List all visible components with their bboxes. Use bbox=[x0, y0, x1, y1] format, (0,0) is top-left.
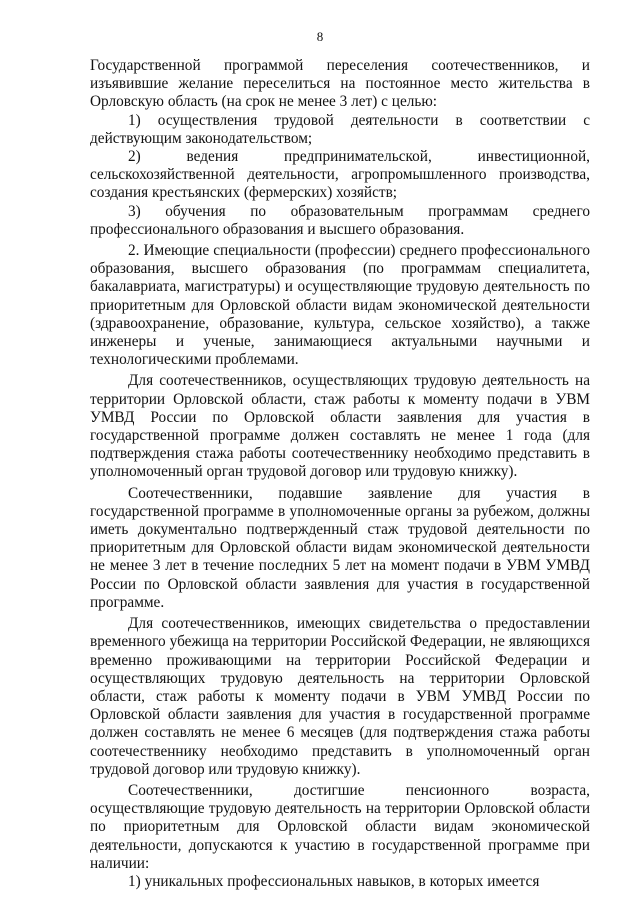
paragraph-abroad-applicants: Соотечественники, подавшие заявление для участия в государственной программе в уполномоченные органы за рубежом, должны иметь документально подтвержденный стаж трудовой деятельности по приоритетным для Орловской области видам экономической деятельности не менее 3 лет в течение последних 5 лет на момент подачи в УВМ УМВД России по Орловской области заявления для участия в государственной программе. bbox=[90, 484, 590, 611]
page-number: 8 bbox=[316, 29, 324, 44]
paragraph-temporary-asylum: Для соотечественников, имеющих свидетельства о предоставлении временного убежища на территории Российской Федерации, не являющихся временно проживающими на территории Российской Федерации и осуществляющих трудовую деятельность на территории Орловской области, стаж работы к моменту подачи в УВМ УМВД России по Орловской области заявления для участия в государственной программе должен составлять не менее 6 месяцев (для подтверждения стажа работы соотечественнику необходимо представить в уполномоченный орган трудовой договор или трудовую книжку). bbox=[90, 615, 590, 778]
paragraph-specialists: 2. Имеющие специальности (профессии) среднего профессионального образования, высшего образования (по программам специалитета, бакалавриата, магистратуры) и осуществляющие трудовую деятельность по приоритетным для Орловской области видам экономической деятельности (здравоохранение, образование, культура, сельское хозяйство), а также инженеры и ученые, занимающиеся актуальными научными и технологическими проблемами. bbox=[90, 242, 590, 369]
paragraph-work-experience: Для соотечественников, осуществляющих трудовую деятельность на территории Орловской области, стаж работы к моменту подачи в УВМ УМВД России по Орловской области заявления для участия в государственной программе должен составлять не менее 1 года (для подтверждения стажа работы соотечественнику необходимо представить в уполномоченный орган трудовой договор или трудовую книжку). bbox=[90, 372, 590, 481]
list-item-education: 3) обучения по образовательным программам среднего профессионального образования и высшего образования. bbox=[90, 202, 590, 238]
list-item-unique-skills: 1) уникальных профессиональных навыков, в которых имеется bbox=[128, 872, 540, 890]
paragraph-continuation: Государственной программой переселения соотечественников, и изъявившие желание переселиться на постоянное место жительства в Орловскую область (на срок не менее 3 лет) с целью: bbox=[90, 57, 590, 111]
list-item-business-activity: 2) ведения предпринимательской, инвестиционной, сельскохозяйственной деятельности, агропромышленного производства, создания крестьянских (фермерских) хозяйств; bbox=[90, 148, 590, 202]
paragraph-pension-age: Соотечественники, достигшие пенсионного возраста, осуществляющие трудовую деятельность на территории Орловской области по приоритетным для Орловской области видам экономической деятельности, допускаются к участию в государственной программе при наличии: bbox=[90, 781, 590, 872]
document-body bbox=[90, 57, 590, 891]
list-item-labor-activity: 1) осуществления трудовой деятельности в соответствии с действующим законодательством; bbox=[90, 111, 590, 147]
